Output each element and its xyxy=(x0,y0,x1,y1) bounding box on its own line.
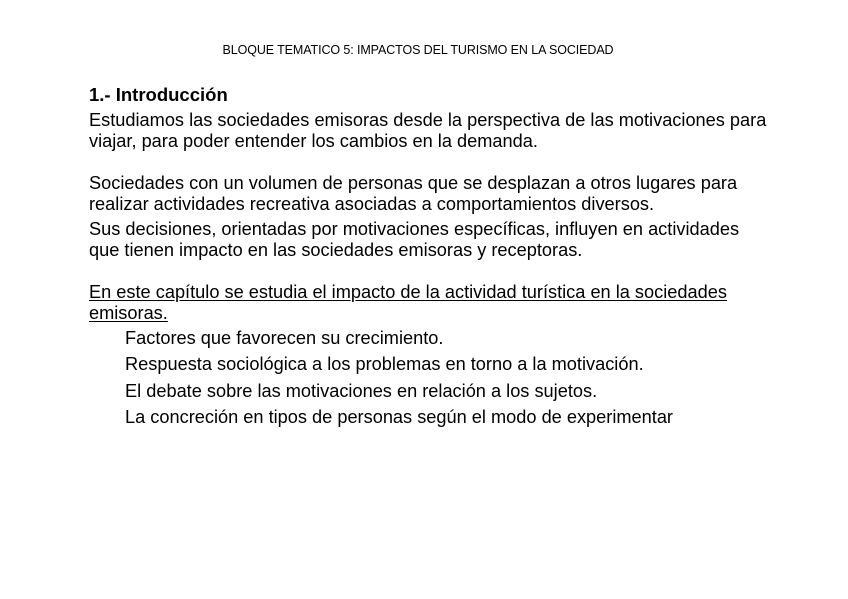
chapter-note: En este capítulo se estudia el impacto de la actividad turística en la sociedades emisoras. xyxy=(89,281,727,323)
list-item: La concreción en tipos de personas según el modo de experimentar xyxy=(125,407,673,427)
paragraph-intro: Estudiamos las sociedades emisoras desde la perspectiva de las motivaciones para viajar, para poder entender los cambios en la demanda. xyxy=(89,109,767,151)
spacer xyxy=(89,153,769,173)
main-content xyxy=(89,84,769,434)
spacer xyxy=(89,262,769,282)
list-item: Factores que favorecen su crecimiento. xyxy=(125,327,444,348)
topic-list xyxy=(89,328,769,429)
list-item: Respuesta sociológica a los problemas en torno a la motivación. xyxy=(125,354,644,374)
paragraph-decisions: Sus decisiones, orientadas por motivaciones específicas, influyen en actividades que tienen impacto en las sociedades emisoras y receptoras. xyxy=(89,218,740,260)
section-heading: 1.- Introducción xyxy=(89,84,228,105)
paragraph-societies: Sociedades con un volumen de personas que se desplazan a otros lugares para realizar actividades recreativa asociadas a comportamientos diversos. xyxy=(89,172,738,214)
page-header: BLOQUE TEMATICO 5: IMPACTOS DEL TURISMO EN LA SOCIEDAD xyxy=(222,43,614,57)
list-item: El debate sobre las motivaciones en relación a los sujetos. xyxy=(125,380,598,401)
